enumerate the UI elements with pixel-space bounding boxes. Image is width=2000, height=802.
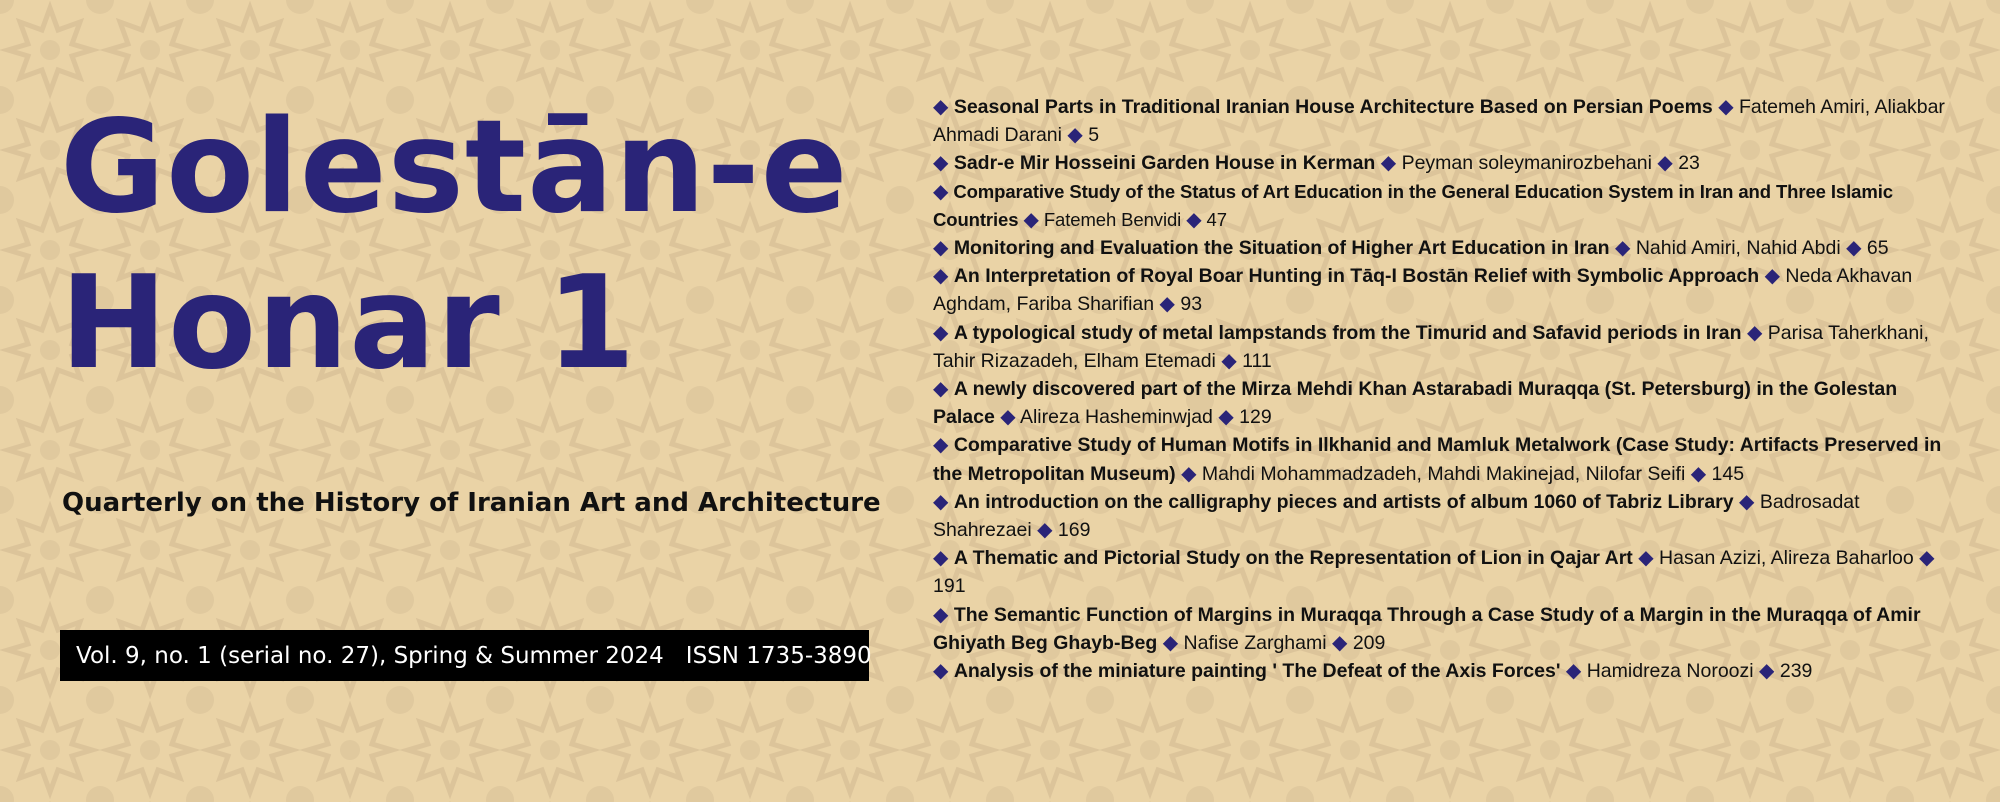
diamond-bullet-icon: ◆ (933, 96, 949, 118)
diamond-bullet-icon: ◆ (933, 490, 949, 513)
toc-entry-page: 209 (1352, 631, 1386, 654)
issn: ISSN 1735-3890 (685, 642, 872, 669)
diamond-bullet-icon: ◆ (1159, 293, 1175, 316)
toc-entry-title: Sadr-e Mir Hosseini Garden House in Kerman (953, 152, 1376, 175)
toc-entry (933, 431, 1953, 487)
diamond-bullet-icon: ◆ (1067, 124, 1083, 147)
diamond-bullet-icon: ◆ (933, 434, 949, 457)
toc-entry-title: An Interpretation of Royal Boar Hunting in Tāq-I Bostān Relief with Symbolic Approach (953, 265, 1760, 288)
toc-entry-authors: Alireza Hasheminwjad (1019, 406, 1213, 429)
toc-entry-authors: Peyman soleymanirozbehani (1401, 152, 1652, 175)
toc-entry (933, 93, 1953, 149)
diamond-bullet-icon: ◆ (933, 547, 949, 570)
toc-entry-authors: Nahid Amiri, Nahid Abdi (1635, 237, 1841, 260)
toc-entry (933, 262, 1953, 318)
table-of-contents (933, 93, 1953, 685)
toc-entry-page: 65 (1866, 237, 1889, 260)
diamond-bullet-icon: ◆ (1332, 631, 1348, 654)
toc-entry-page: 145 (1711, 462, 1745, 485)
diamond-bullet-icon: ◆ (1380, 152, 1397, 175)
toc-entry-title: An introduction on the calligraphy pieces and artists of album 1060 of Tabriz Library (953, 490, 1734, 513)
journal-subtitle: Quarterly on the History of Iranian Art and Architecture (62, 488, 881, 518)
toc-entry (933, 319, 1953, 375)
toc-entry-page: 5 (1088, 124, 1100, 147)
toc-entry-authors: Neda Akhavan Aghdam, Fariba Sharifian (933, 265, 1913, 316)
diamond-bullet-icon: ◆ (933, 180, 949, 203)
toc-entry-title: Comparative Study of Human Motifs in Ilkhanid and Mamluk Metalwork (Case Study: Artifacts Preserved in the Metropolitan Museum) (933, 434, 1942, 485)
diamond-bullet-icon: ◆ (1037, 519, 1053, 542)
diamond-bullet-icon: ◆ (1615, 237, 1631, 260)
toc-entry-title: A newly discovered part of the Mirza Mehdi Khan Astarabadi Muraqqa (St. Petersburg) in the Golestan Palace (933, 378, 1898, 429)
toc-entry (933, 234, 1953, 262)
toc-entry-authors: Nafise Zarghami (1183, 631, 1327, 654)
toc-entry-page: 47 (1206, 208, 1227, 230)
diamond-bullet-icon: ◆ (933, 152, 949, 175)
toc-entry-page: 93 (1180, 293, 1203, 316)
diamond-bullet-icon: ◆ (1739, 490, 1755, 513)
diamond-bullet-icon: ◆ (1565, 660, 1582, 683)
diamond-bullet-icon: ◆ (1023, 208, 1039, 231)
toc-entry (933, 488, 1953, 544)
diamond-bullet-icon: ◆ (1846, 237, 1862, 260)
issue-info-bar (60, 630, 872, 681)
toc-entry-authors: Hamidreza Noroozi (1586, 660, 1754, 683)
diamond-bullet-icon: ◆ (1181, 462, 1197, 485)
toc-entry-page: 23 (1678, 152, 1700, 175)
diamond-bullet-icon: ◆ (1718, 96, 1734, 118)
diamond-bullet-icon: ◆ (1221, 349, 1237, 372)
diamond-bullet-icon: ◆ (1186, 208, 1202, 231)
journal-title (60, 90, 849, 402)
diamond-bullet-icon: ◆ (1690, 462, 1707, 485)
toc-entry (933, 178, 1953, 234)
toc-entry-authors: Fatemeh Benvidi (1043, 208, 1182, 230)
toc-entry-authors: Mahdi Mohammadzadeh, Mahdi Makinejad, Nilofar Seifi (1201, 462, 1686, 485)
toc-entry (933, 149, 1953, 177)
diamond-bullet-icon: ◆ (1759, 660, 1775, 683)
diamond-bullet-icon: ◆ (933, 603, 949, 626)
toc-entry-page: 111 (1242, 349, 1272, 372)
toc-entry-title: Monitoring and Evaluation the Situation of Higher Art Education in Iran (953, 237, 1610, 260)
toc-entry-authors: Parisa Taherkhani, Tahir Rizazadeh, Elham Etemadi (933, 321, 1929, 372)
toc-entry (933, 375, 1953, 431)
diamond-bullet-icon: ◆ (1162, 631, 1179, 654)
diamond-bullet-icon: ◆ (1218, 406, 1234, 429)
toc-entry (933, 657, 1953, 685)
diamond-bullet-icon: ◆ (1000, 406, 1016, 429)
toc-entry-title: A typological study of metal lampstands from the Timurid and Safavid periods in Iran (953, 321, 1742, 344)
toc-entry-authors: Badrosadat Shahrezaei (933, 490, 1860, 542)
toc-entry-page: 239 (1779, 660, 1813, 683)
toc-entry-title: Analysis of the miniature painting ' The Defeat of the Axis Forces' (953, 660, 1561, 683)
journal-title-line-1: Golestān-e (60, 93, 849, 242)
toc-entry-authors: Fatemeh Amiri, Aliakbar Ahmadi Darani (933, 96, 1945, 147)
toc-entry-page: 169 (1057, 519, 1091, 542)
diamond-bullet-icon: ◆ (933, 378, 949, 401)
toc-entry-authors: Hasan Azizi, Alireza Baharloo (1659, 547, 1914, 570)
diamond-bullet-icon: ◆ (933, 237, 949, 260)
diamond-bullet-icon: ◆ (933, 321, 949, 344)
toc-entry-page: 191 (933, 575, 966, 598)
toc-entry-page: 129 (1239, 406, 1272, 429)
toc-entry-title: Comparative Study of the Status of Art Education in the General Education System in Iran and Three Islamic Countries (933, 180, 1893, 230)
diamond-bullet-icon: ◆ (1919, 547, 1935, 570)
diamond-bullet-icon: ◆ (1746, 321, 1763, 344)
diamond-bullet-icon: ◆ (1657, 152, 1673, 175)
issue-volume: Vol. 9, no. 1 (serial no. 27), Spring & Summer 2024 (76, 642, 664, 669)
toc-entry-title: The Semantic Function of Margins in Muraqqa Through a Case Study of a Margin in the Muraqqa of Amir Ghiyath Beg Ghayb-Beg (933, 603, 1921, 654)
diamond-bullet-icon: ◆ (1638, 547, 1654, 570)
toc-entry-title: A Thematic and Pictorial Study on the Representation of Lion in Qajar Art (953, 547, 1633, 570)
toc-entry (933, 601, 1953, 657)
diamond-bullet-icon: ◆ (933, 660, 949, 683)
diamond-bullet-icon: ◆ (933, 265, 949, 288)
diamond-bullet-icon: ◆ (1764, 265, 1780, 288)
journal-title-line-2: Honar 1 (60, 249, 637, 398)
toc-entry-title: Seasonal Parts in Traditional Iranian House Architecture Based on Persian Poems (953, 96, 1713, 118)
toc-entry (933, 544, 1953, 600)
